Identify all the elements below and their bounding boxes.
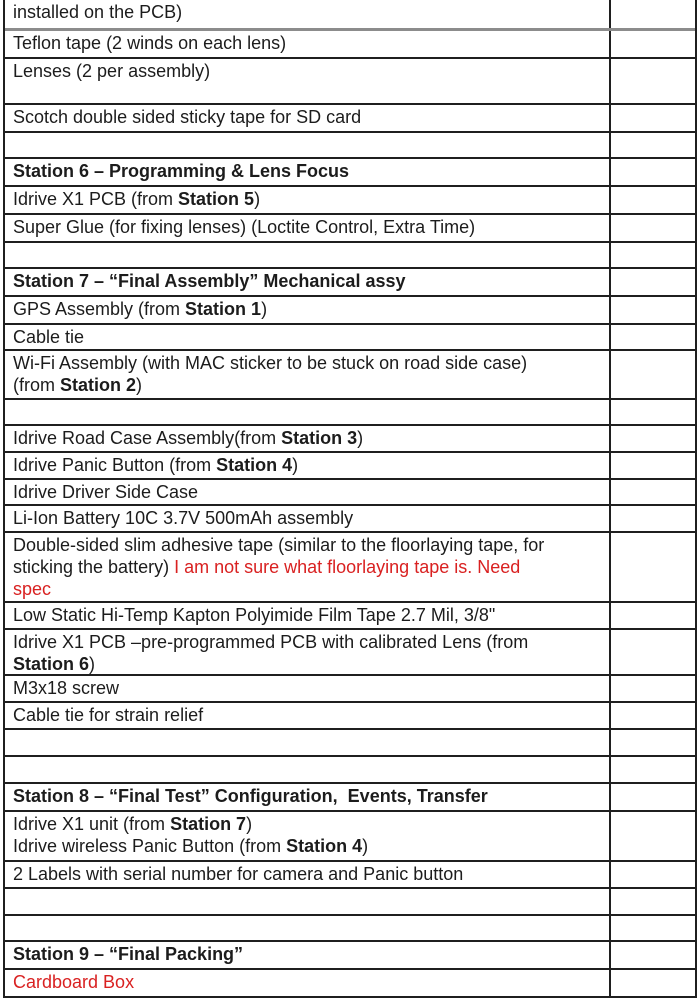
table-row bbox=[5, 755, 695, 782]
check-column-cell bbox=[611, 862, 695, 887]
check-column-cell bbox=[611, 970, 695, 996]
table-row bbox=[5, 674, 695, 701]
item-text-bold: Station 2 bbox=[60, 375, 137, 395]
item-text-line bbox=[13, 604, 601, 626]
item-text: ) bbox=[254, 189, 261, 209]
item-text: ) bbox=[246, 814, 253, 834]
table-row bbox=[5, 914, 695, 940]
item-text: Idrive Road Case Assembly(from bbox=[13, 428, 282, 448]
item-text-bold: Station 4 bbox=[216, 455, 293, 475]
item-description-cell bbox=[5, 159, 611, 185]
item-text: Idrive X1 PCB –pre-programmed PCB with calibrated Lens (from bbox=[13, 632, 529, 652]
item-text-bold: Station 6 bbox=[13, 654, 90, 674]
item-description-cell bbox=[5, 703, 611, 728]
check-column-cell bbox=[611, 243, 695, 267]
table-row bbox=[5, 349, 695, 398]
check-column-cell bbox=[611, 133, 695, 157]
table-row bbox=[5, 504, 695, 531]
item-text-line bbox=[13, 454, 601, 476]
table-row bbox=[5, 323, 695, 349]
item-description-cell bbox=[5, 970, 611, 996]
table-row bbox=[5, 213, 695, 241]
item-text-line bbox=[13, 481, 601, 503]
item-text: installed on the PCB) bbox=[13, 2, 183, 22]
check-column-cell bbox=[611, 506, 695, 531]
item-text-line bbox=[13, 32, 601, 54]
item-text-red: Cardboard Box bbox=[13, 972, 135, 992]
check-column-cell bbox=[611, 630, 695, 674]
item-text: ) bbox=[357, 428, 364, 448]
bom-table bbox=[3, 0, 697, 998]
item-description-cell bbox=[5, 351, 611, 398]
table-row bbox=[5, 860, 695, 887]
table-row bbox=[5, 424, 695, 451]
check-column-cell bbox=[611, 105, 695, 131]
item-text-bold: Station 7 bbox=[170, 814, 247, 834]
item-text-line bbox=[13, 298, 601, 320]
item-text-line bbox=[13, 556, 601, 578]
item-description-cell bbox=[5, 453, 611, 478]
check-column-cell bbox=[611, 784, 695, 810]
item-text-line bbox=[13, 677, 601, 699]
check-column-cell bbox=[611, 916, 695, 940]
table-row bbox=[5, 185, 695, 213]
table-row bbox=[5, 451, 695, 478]
item-text-bold: Station 6 – Programming & Lens Focus bbox=[13, 161, 350, 181]
item-text-bold: Station 9 – “Final Packing” bbox=[13, 944, 244, 964]
item-text-line bbox=[13, 427, 601, 449]
item-text-bold: Station 8 – “Final Test” Configuration, Events, Transfer bbox=[13, 786, 488, 806]
item-text: 2 Labels with serial number for camera and Panic button bbox=[13, 864, 464, 884]
check-column-cell bbox=[611, 812, 695, 860]
item-description-cell bbox=[5, 730, 611, 755]
item-description-cell bbox=[5, 215, 611, 241]
item-text: M3x18 screw bbox=[13, 678, 120, 698]
check-column-cell bbox=[611, 889, 695, 914]
item-text-line bbox=[13, 270, 601, 292]
item-description-cell bbox=[5, 31, 611, 57]
item-text-line bbox=[13, 216, 601, 238]
item-text: Cable tie bbox=[13, 327, 85, 347]
item-text: Idrive X1 PCB (from bbox=[13, 189, 179, 209]
check-column-cell bbox=[611, 187, 695, 213]
table-row bbox=[5, 57, 695, 103]
item-text-line bbox=[13, 188, 601, 210]
item-text-line bbox=[13, 631, 601, 653]
item-text-bold: Station 5 bbox=[178, 189, 255, 209]
item-description-cell bbox=[5, 480, 611, 504]
item-text-line bbox=[13, 835, 601, 857]
check-column-cell bbox=[611, 730, 695, 755]
check-column-cell bbox=[611, 703, 695, 728]
item-text-red: spec bbox=[13, 579, 52, 599]
item-text: Li-Ion Battery 10C 3.7V 500mAh assembly bbox=[13, 508, 354, 528]
table-row bbox=[5, 295, 695, 323]
item-text: (from bbox=[13, 375, 60, 395]
table-row bbox=[5, 968, 695, 996]
check-column-cell bbox=[611, 215, 695, 241]
item-text: ) bbox=[136, 375, 143, 395]
item-text: Idrive Panic Button (from bbox=[13, 455, 217, 475]
table-row bbox=[5, 531, 695, 601]
item-text: Idrive Driver Side Case bbox=[13, 482, 199, 502]
item-text: GPS Assembly (from bbox=[13, 299, 186, 319]
check-column-cell bbox=[611, 325, 695, 349]
item-text-line bbox=[13, 60, 601, 82]
item-description-cell bbox=[5, 862, 611, 887]
item-text: ) bbox=[362, 836, 369, 856]
table-row bbox=[5, 241, 695, 267]
item-description-cell bbox=[5, 889, 611, 914]
check-column-cell bbox=[611, 59, 695, 103]
table-row bbox=[5, 628, 695, 674]
item-description-cell bbox=[5, 426, 611, 451]
check-column-cell bbox=[611, 426, 695, 451]
item-text: Teflon tape (2 winds on each lens) bbox=[13, 33, 287, 53]
item-description-cell bbox=[5, 105, 611, 131]
table-row bbox=[5, 601, 695, 628]
check-column-cell bbox=[611, 942, 695, 968]
item-text-line bbox=[13, 653, 601, 674]
item-text: Idrive wireless Panic Button (from bbox=[13, 836, 287, 856]
item-text-line bbox=[13, 578, 601, 600]
table-row bbox=[5, 267, 695, 295]
item-description-cell bbox=[5, 506, 611, 531]
item-text: Cable tie for strain relief bbox=[13, 705, 204, 725]
check-column-cell bbox=[611, 400, 695, 424]
item-text: ) bbox=[261, 299, 268, 319]
table-row bbox=[5, 782, 695, 810]
item-description-cell bbox=[5, 269, 611, 295]
item-description-cell bbox=[5, 0, 611, 28]
table-row bbox=[5, 131, 695, 157]
item-text-line bbox=[13, 507, 601, 529]
item-description-cell bbox=[5, 942, 611, 968]
item-text-line bbox=[13, 326, 601, 348]
check-column-cell bbox=[611, 159, 695, 185]
item-text-line bbox=[13, 813, 601, 835]
item-description-cell bbox=[5, 133, 611, 157]
table-row bbox=[5, 28, 695, 57]
table-row bbox=[5, 0, 695, 28]
item-description-cell bbox=[5, 812, 611, 860]
item-text-line bbox=[13, 160, 601, 182]
item-description-cell bbox=[5, 297, 611, 323]
table-row bbox=[5, 728, 695, 755]
item-description-cell bbox=[5, 59, 611, 103]
item-description-cell bbox=[5, 187, 611, 213]
item-description-cell bbox=[5, 784, 611, 810]
item-description-cell bbox=[5, 400, 611, 424]
table-row bbox=[5, 398, 695, 424]
check-column-cell bbox=[611, 757, 695, 782]
item-description-cell bbox=[5, 757, 611, 782]
item-text-bold: Station 1 bbox=[185, 299, 262, 319]
item-text: Wi-Fi Assembly (with MAC sticker to be stuck on road side case) bbox=[13, 353, 528, 373]
check-column-cell bbox=[611, 480, 695, 504]
table-row bbox=[5, 887, 695, 914]
table-row bbox=[5, 103, 695, 131]
item-text: Double-sided slim adhesive tape (similar to the floorlaying tape, for bbox=[13, 535, 545, 555]
table-row bbox=[5, 478, 695, 504]
item-description-cell bbox=[5, 603, 611, 628]
item-description-cell bbox=[5, 916, 611, 940]
item-text-bold: Station 4 bbox=[286, 836, 363, 856]
item-text: Scotch double sided sticky tape for SD card bbox=[13, 107, 362, 127]
item-text-line bbox=[13, 785, 601, 807]
item-text-line bbox=[13, 352, 601, 374]
item-text: Low Static Hi-Temp Kapton Polyimide Film Tape 2.7 Mil, 3/8" bbox=[13, 605, 496, 625]
item-text: ) bbox=[89, 654, 96, 674]
item-text: Lenses (2 per assembly) bbox=[13, 61, 211, 81]
item-text: sticking the battery) bbox=[13, 557, 175, 577]
check-column-cell bbox=[611, 676, 695, 701]
table-row bbox=[5, 940, 695, 968]
table-row bbox=[5, 157, 695, 185]
table-row bbox=[5, 810, 695, 860]
check-column-cell bbox=[611, 533, 695, 601]
item-description-cell bbox=[5, 533, 611, 601]
item-text: ) bbox=[292, 455, 299, 475]
item-text-bold: Station 7 – “Final Assembly” Mechanical assy bbox=[13, 271, 406, 291]
item-text-line bbox=[13, 106, 601, 128]
item-text-line bbox=[13, 704, 601, 726]
check-column-cell bbox=[611, 0, 695, 28]
check-column-cell bbox=[611, 453, 695, 478]
item-text-line bbox=[13, 374, 601, 396]
item-text-bold: Station 3 bbox=[281, 428, 358, 448]
item-text-line bbox=[13, 1, 601, 23]
check-column-cell bbox=[611, 351, 695, 398]
item-description-cell bbox=[5, 630, 611, 674]
item-text-line bbox=[13, 534, 601, 556]
check-column-cell bbox=[611, 31, 695, 57]
item-text-red: I am not sure what floorlaying tape is. Need bbox=[174, 557, 521, 577]
table-row bbox=[5, 701, 695, 728]
item-text: Idrive X1 unit (from bbox=[13, 814, 171, 834]
item-description-cell bbox=[5, 243, 611, 267]
item-description-cell bbox=[5, 676, 611, 701]
item-description-cell bbox=[5, 325, 611, 349]
item-text-line bbox=[13, 863, 601, 885]
check-column-cell bbox=[611, 603, 695, 628]
item-text: Super Glue (for fixing lenses) (Loctite Control, Extra Time) bbox=[13, 217, 476, 237]
check-column-cell bbox=[611, 269, 695, 295]
check-column-cell bbox=[611, 297, 695, 323]
item-text-line bbox=[13, 943, 601, 965]
item-text-line bbox=[13, 971, 601, 993]
